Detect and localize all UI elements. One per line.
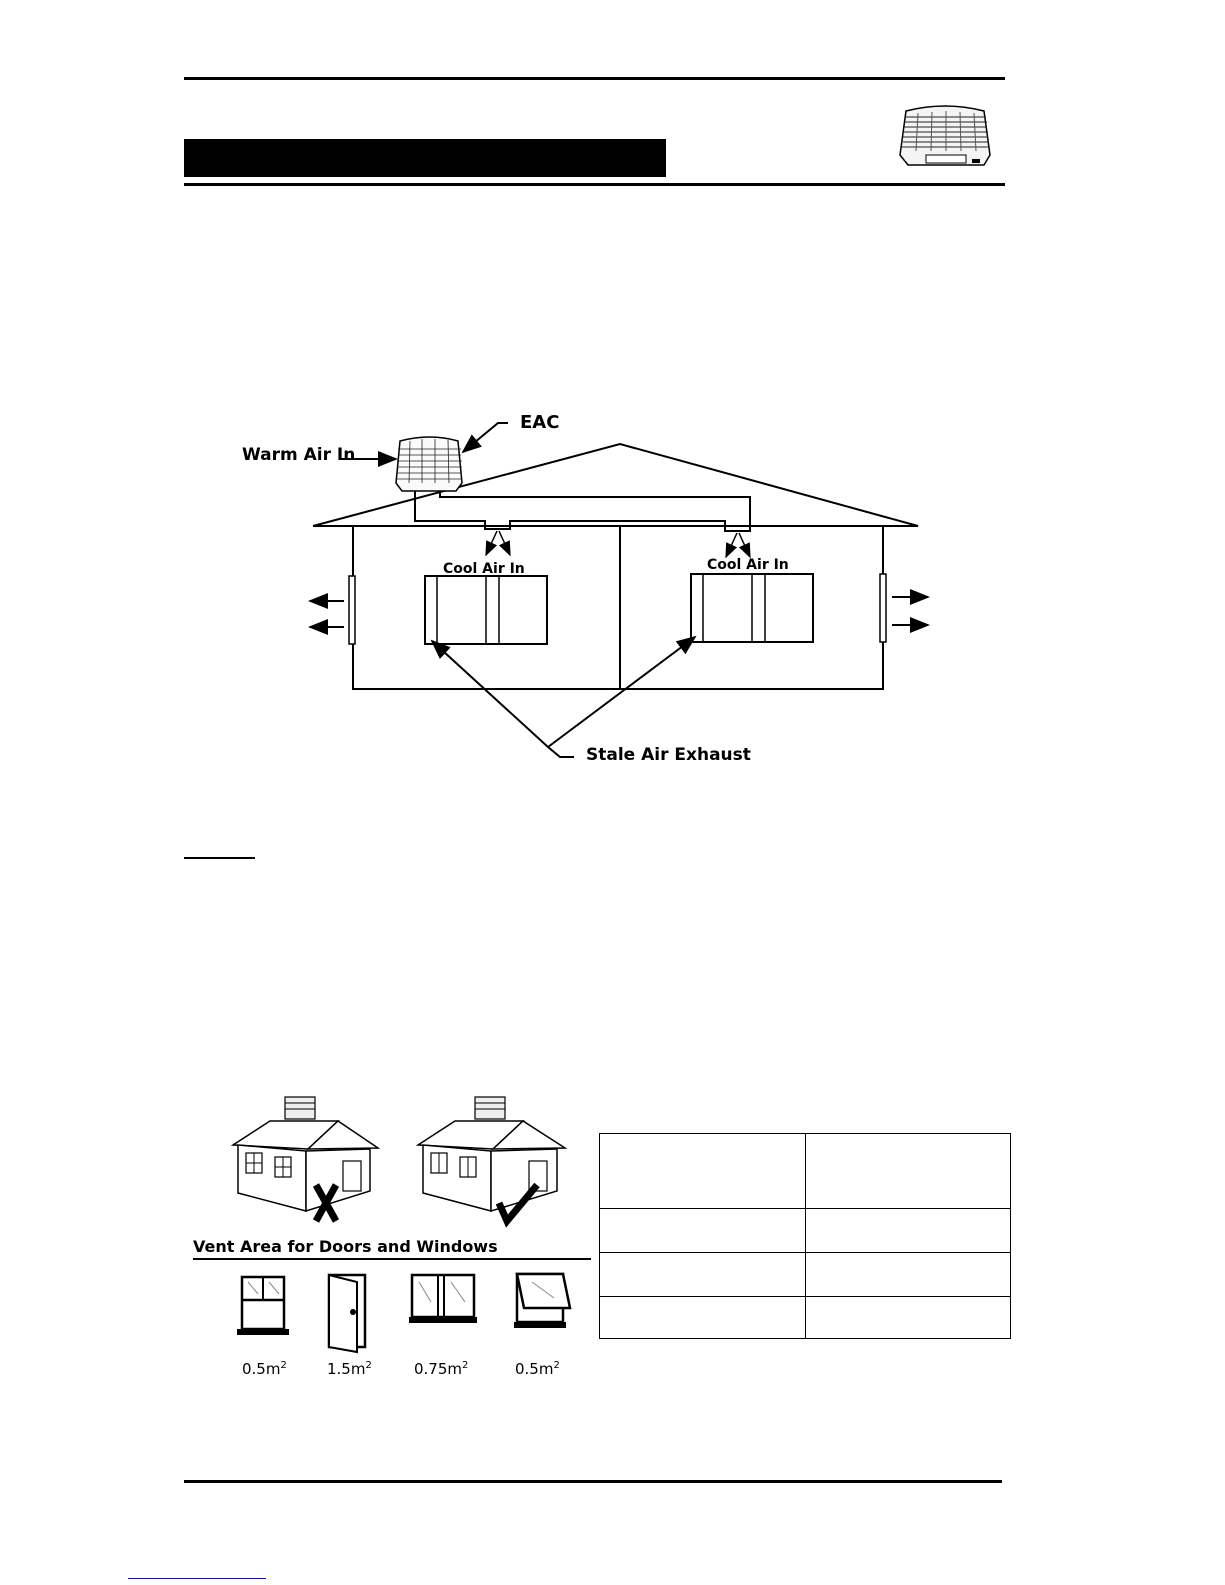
- evaporative-cooler-icon: [896, 103, 994, 175]
- table-row: [600, 1134, 1011, 1209]
- table-cell: [806, 1253, 1011, 1297]
- table-cell: [806, 1209, 1011, 1253]
- table-row: [600, 1209, 1011, 1253]
- header-top-rule: [184, 77, 1005, 80]
- stale-air-exhaust-label: Stale Air Exhaust: [586, 745, 751, 765]
- table-cell: [600, 1134, 806, 1209]
- vent-area-title: Vent Area for Doors and Windows: [193, 1237, 498, 1256]
- table-row: [600, 1297, 1011, 1339]
- table-cell: [600, 1253, 806, 1297]
- table-cell: [806, 1134, 1011, 1209]
- eac-unit: [396, 437, 462, 491]
- double-hung-window-icon: [234, 1274, 294, 1338]
- header-bottom-rule: [184, 183, 1005, 186]
- warm-air-in-label: Warm Air In: [242, 445, 356, 465]
- house-incorrect-icon: [228, 1093, 388, 1228]
- right-window: [691, 574, 813, 642]
- sliding-window-icon: [407, 1272, 479, 1326]
- vent-area-rule: [193, 1258, 591, 1260]
- house-correct-icon: [413, 1093, 573, 1228]
- left-wall-vent: [349, 576, 355, 644]
- table-row: [600, 1253, 1011, 1297]
- vent-area-value: $1.5m^2$: [327, 1360, 372, 1378]
- cool-air-in-left-label: Cool Air In: [443, 561, 525, 577]
- eac-label: EAC: [520, 412, 560, 433]
- table-cell: [600, 1297, 806, 1339]
- table-cell: [600, 1209, 806, 1253]
- section-title-banner: [184, 139, 666, 177]
- duct: [415, 490, 750, 531]
- vent-area-value: $0.5m^2$: [515, 1360, 560, 1378]
- footer-link-underline[interactable]: [128, 1578, 266, 1579]
- left-window: [425, 576, 547, 644]
- note-underline: [184, 857, 255, 859]
- vent-area-value: $0.5m^2$: [242, 1360, 287, 1378]
- vent-area-value: $0.75m^2$: [414, 1360, 469, 1378]
- cool-air-in-right-label: Cool Air In: [707, 557, 789, 573]
- table-cell: [806, 1297, 1011, 1339]
- right-wall-vent: [880, 574, 886, 642]
- awning-window-icon: [510, 1270, 574, 1332]
- door-icon: [325, 1272, 373, 1354]
- vent-requirements-table: [599, 1133, 1011, 1339]
- footer-rule: [184, 1480, 1002, 1483]
